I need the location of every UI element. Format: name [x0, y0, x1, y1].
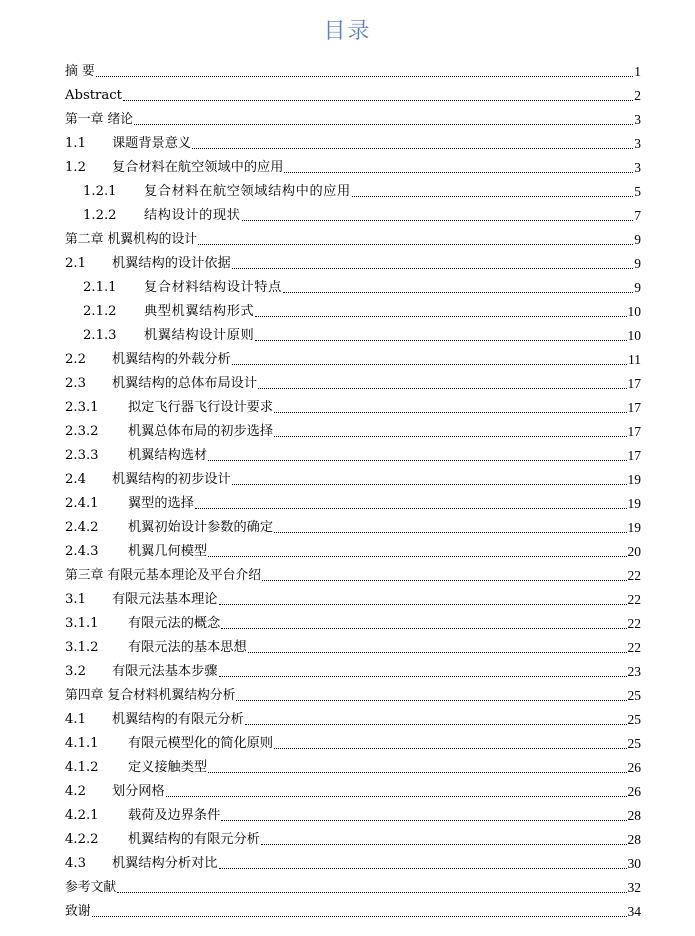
toc-dot-leader: [219, 676, 627, 677]
toc-entry-page: 10: [627, 328, 641, 343]
toc-entry-label: 拟定飞行器飞行设计要求: [128, 400, 274, 415]
toc-dot-leader: [352, 196, 633, 197]
toc-entry-label: 机翼结构的外载分析: [112, 352, 231, 367]
toc-dot-leader: [274, 412, 626, 413]
toc-dot-leader: [123, 100, 633, 101]
toc-entry-label: 有限元法基本理论: [112, 592, 218, 607]
toc-entry-label: 机翼结构分析对比: [112, 856, 218, 871]
toc-entry[interactable]: [65, 177, 641, 201]
toc-entry-number: 2.3.2: [65, 424, 99, 439]
toc-entry[interactable]: [65, 489, 641, 513]
toc-entry-label: 机翼总体布局的初步选择: [128, 424, 274, 439]
toc-entry-label: 机翼结构的设计依据: [112, 256, 231, 271]
toc-dot-leader: [274, 532, 626, 533]
toc-entry-label: 划分网格: [112, 784, 165, 799]
toc-dot-leader: [198, 244, 633, 245]
toc-entry[interactable]: [65, 57, 641, 81]
toc-dot-leader: [92, 916, 627, 917]
toc-entry-label: 翼型的选择: [128, 496, 194, 511]
toc-entry-page: 32: [627, 880, 641, 895]
toc-entry-page: 1: [634, 64, 641, 79]
toc-dot-leader: [284, 172, 633, 173]
toc-entry[interactable]: [65, 585, 641, 609]
toc-entry-label: 有限元法的概念: [128, 616, 221, 631]
toc-entry-page: 3: [634, 160, 641, 175]
toc-entry[interactable]: [65, 681, 641, 705]
toc-entry[interactable]: [65, 225, 641, 249]
toc-entry-page: 25: [627, 712, 641, 727]
toc-entry-label: 机翼结构设计原则: [144, 328, 255, 343]
toc-entry-label: 定义接触类型: [128, 760, 208, 775]
toc-entry[interactable]: [65, 345, 641, 369]
toc-entry-number: 1.2.2: [83, 208, 117, 223]
toc-dot-leader: [96, 76, 634, 77]
table-of-contents: [65, 57, 641, 921]
toc-dot-leader: [255, 316, 626, 317]
toc-entry-page: 22: [627, 616, 641, 631]
toc-entry-number: 4.2.2: [65, 832, 99, 847]
toc-entry-number: 2.4.1: [65, 496, 99, 511]
toc-dot-leader: [232, 364, 627, 365]
toc-entry-number: 3.1: [65, 592, 86, 607]
toc-entry-label: 复合材料结构设计特点: [144, 280, 282, 295]
toc-dot-leader: [261, 844, 627, 845]
toc-entry[interactable]: [65, 609, 641, 633]
toc-entry-number: 2.1: [65, 256, 86, 271]
toc-entry[interactable]: [65, 297, 641, 321]
toc-entry-label: Abstract: [65, 88, 122, 103]
toc-entry-number: 2.1.3: [83, 328, 117, 343]
toc-entry-number: 3.2: [65, 664, 86, 679]
toc-entry-label: 典型机翼结构形式: [144, 304, 255, 319]
toc-entry-page: 19: [627, 520, 641, 535]
toc-entry-page: 9: [634, 280, 641, 295]
toc-entry[interactable]: [65, 705, 641, 729]
toc-dot-leader: [255, 340, 626, 341]
toc-entry-label: 复合材料在航空领域结构中的应用: [144, 184, 351, 199]
toc-entry-number: 4.2: [65, 784, 86, 799]
toc-entry-number: 2.3.1: [65, 400, 99, 415]
toc-dot-leader: [283, 292, 633, 293]
toc-dot-leader: [258, 388, 626, 389]
toc-dot-leader: [236, 700, 626, 701]
toc-entry[interactable]: [65, 873, 641, 897]
toc-entry-page: 19: [627, 496, 641, 511]
toc-entry-label: 有限元模型化的简化原则: [128, 736, 274, 751]
toc-entry[interactable]: [65, 801, 641, 825]
toc-entry-page: 23: [627, 664, 641, 679]
toc-entry-label: 摘 要: [65, 64, 95, 79]
toc-entry[interactable]: [65, 273, 641, 297]
toc-dot-leader: [274, 436, 626, 437]
toc-entry-page: 10: [627, 304, 641, 319]
toc-entry-label: 载荷及边界条件: [128, 808, 221, 823]
toc-entry-label: 机翼结构的总体布局设计: [112, 376, 258, 391]
toc-dot-leader: [166, 796, 627, 797]
toc-entry-number: 1.2.1: [83, 184, 117, 199]
toc-entry[interactable]: [65, 153, 641, 177]
toc-entry-label: 结构设计的现状: [144, 208, 241, 223]
toc-dot-leader: [219, 868, 627, 869]
toc-entry[interactable]: [65, 897, 641, 921]
toc-entry-label: 第四章 复合材料机翼结构分析: [65, 688, 236, 703]
toc-entry-page: 17: [627, 448, 641, 463]
toc-entry-page: 28: [627, 832, 641, 847]
toc-entry-page: 26: [627, 784, 641, 799]
toc-entry-label: 有限元法的基本思想: [128, 640, 247, 655]
toc-entry-label: 第一章 绪论: [65, 112, 134, 127]
toc-dot-leader: [208, 772, 626, 773]
toc-entry[interactable]: [65, 561, 641, 585]
toc-entry[interactable]: [65, 465, 641, 489]
toc-entry-page: 25: [627, 736, 641, 751]
toc-entry[interactable]: [65, 321, 641, 345]
toc-entry[interactable]: [65, 633, 641, 657]
toc-entry-number: 2.1.2: [83, 304, 117, 319]
toc-entry-page: 34: [627, 904, 641, 919]
toc-entry-number: 4.2.1: [65, 808, 99, 823]
toc-entry-page: 26: [627, 760, 641, 775]
toc-entry-number: 4.1.2: [65, 760, 99, 775]
toc-entry-number: 2.4: [65, 472, 86, 487]
toc-dot-leader: [274, 748, 626, 749]
toc-dot-leader: [195, 508, 627, 509]
toc-dot-leader: [221, 628, 626, 629]
toc-entry-page: 30: [627, 856, 641, 871]
toc-entry[interactable]: [65, 825, 641, 849]
toc-entry-label: 参考文献: [65, 880, 117, 895]
toc-entry[interactable]: [65, 81, 641, 105]
toc-entry[interactable]: [65, 417, 641, 441]
toc-entry[interactable]: [65, 369, 641, 393]
toc-entry[interactable]: [65, 249, 641, 273]
toc-dot-leader: [208, 556, 626, 557]
toc-dot-leader: [208, 460, 626, 461]
toc-entry-number: 4.1: [65, 712, 86, 727]
toc-entry[interactable]: [65, 129, 641, 153]
toc-entry-page: 17: [627, 424, 641, 439]
toc-entry[interactable]: [65, 201, 641, 225]
toc-entry-page: 22: [627, 640, 641, 655]
toc-entry-label: 第三章 有限元基本理论及平台介绍: [65, 568, 262, 583]
toc-dot-leader: [134, 124, 633, 125]
toc-entry[interactable]: [65, 657, 641, 681]
toc-entry-label: 第二章 机翼机构的设计: [65, 232, 198, 247]
toc-entry-number: 2.3: [65, 376, 86, 391]
toc-dot-leader: [232, 484, 627, 485]
toc-entry-number: 1.1: [65, 136, 86, 151]
toc-entry-number: 2.2: [65, 352, 86, 367]
toc-entry[interactable]: [65, 537, 641, 561]
toc-entry[interactable]: [65, 105, 641, 129]
toc-entry-page: 28: [627, 808, 641, 823]
toc-entry-page: 9: [634, 256, 641, 271]
toc-entry[interactable]: [65, 849, 641, 873]
toc-dot-leader: [242, 220, 634, 221]
toc-entry[interactable]: [65, 777, 641, 801]
toc-entry-label: 课题背景意义: [112, 136, 192, 151]
toc-entry-label: 机翼结构选材: [128, 448, 208, 463]
toc-entry[interactable]: [65, 513, 641, 537]
toc-entry-label: 机翼结构的有限元分析: [112, 712, 244, 727]
toc-entry-page: 25: [627, 688, 641, 703]
toc-entry-page: 22: [627, 592, 641, 607]
toc-entry-label: 机翼结构的有限元分析: [128, 832, 260, 847]
toc-dot-leader: [245, 724, 627, 725]
toc-entry-page: 3: [634, 112, 641, 127]
toc-dot-leader: [219, 604, 627, 605]
toc-entry-number: 4.3: [65, 856, 86, 871]
toc-entry-page: 7: [634, 208, 641, 223]
toc-entry-page: 17: [627, 376, 641, 391]
toc-entry[interactable]: [65, 393, 641, 417]
toc-entry-page: 17: [627, 400, 641, 415]
toc-entry-number: 2.1.1: [83, 280, 117, 295]
toc-dot-leader: [192, 148, 633, 149]
toc-entry[interactable]: [65, 441, 641, 465]
toc-entry-page: 11: [628, 352, 641, 367]
toc-entry-number: 1.2: [65, 160, 86, 175]
toc-dot-leader: [248, 652, 627, 653]
toc-entry-page: 19: [627, 472, 641, 487]
toc-entry-number: 3.1.1: [65, 616, 99, 631]
toc-entry[interactable]: [65, 729, 641, 753]
toc-entry-label: 机翼几何模型: [128, 544, 208, 559]
toc-entry-label: 复合材料在航空领域中的应用: [112, 160, 284, 175]
toc-entry-label: 有限元法基本步骤: [112, 664, 218, 679]
toc-entry-number: 4.1.1: [65, 736, 99, 751]
toc-dot-leader: [117, 892, 626, 893]
toc-dot-leader: [221, 820, 626, 821]
toc-entry-number: 2.4.2: [65, 520, 99, 535]
toc-title: 目录: [323, 19, 372, 44]
toc-entry-page: 5: [634, 184, 641, 199]
toc-entry-page: 9: [634, 232, 641, 247]
toc-entry-number: 3.1.2: [65, 640, 99, 655]
toc-entry-page: 2: [634, 88, 641, 103]
toc-entry-page: 3: [634, 136, 641, 151]
toc-entry-label: 机翼初始设计参数的确定: [128, 520, 274, 535]
toc-entry-label: 机翼结构的初步设计: [112, 472, 231, 487]
toc-entry-number: 2.4.3: [65, 544, 99, 559]
toc-entry-page: 20: [627, 544, 641, 559]
toc-dot-leader: [232, 268, 634, 269]
toc-entry[interactable]: [65, 753, 641, 777]
toc-dot-leader: [262, 580, 626, 581]
toc-entry-label: 致谢: [65, 904, 91, 919]
toc-entry-number: 2.3.3: [65, 448, 99, 463]
toc-entry-page: 22: [627, 568, 641, 583]
